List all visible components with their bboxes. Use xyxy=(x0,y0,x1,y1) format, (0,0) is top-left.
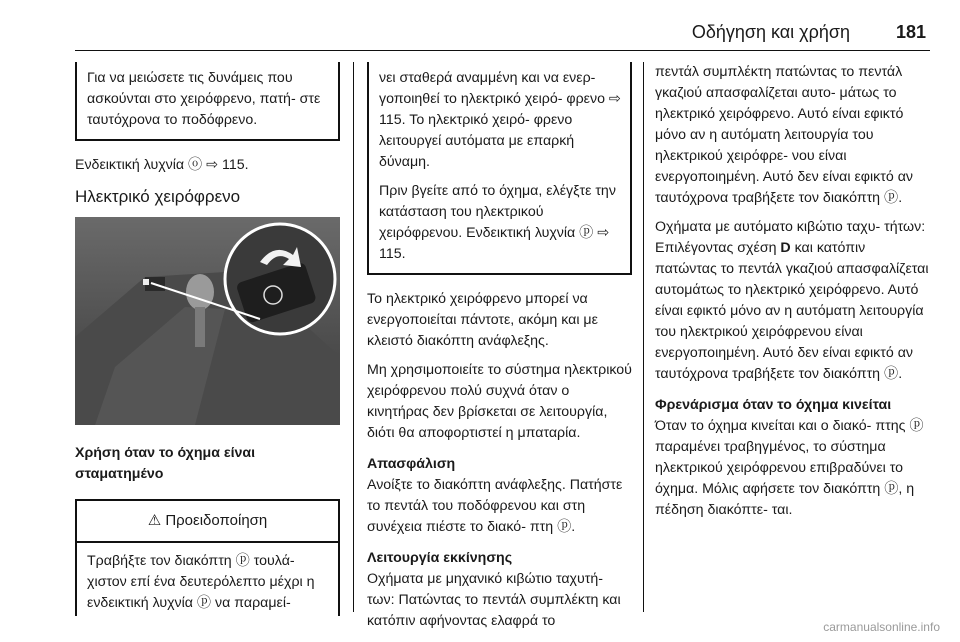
paragraph-battery: Μη χρησιμοποιείτε το σύστημα ηλεκτρικού χειρόφρενου πολύ συχνά όταν ο κινητήρας δεν βρίσκεται σε λειτουργία, διότι θα αποφορτιστεί η μπαταρία. xyxy=(367,362,632,441)
page-number: 181 xyxy=(895,22,926,42)
column-2 xyxy=(367,62,632,632)
warning-box-continued xyxy=(367,62,632,275)
heading-braking-moving: Φρενάρισμα όταν το όχημα κινείται xyxy=(655,397,892,413)
warning-text: Τραβήξτε τον διακόπτη ⓟ τουλά- χιστον επί ένα δευτερόλεπτο μέχρι η ενδεικτική λυχνία ⓟ να παραμεί- xyxy=(87,553,315,611)
release-text: Ανοίξτε το διακόπτη ανάφλεξης. Πατήστε το πεντάλ του ποδόφρενου και στη συνέχεια πιέστε το διακό- πτη ⓟ. xyxy=(367,477,623,535)
braking-text: Όταν το όχημα κινείται και ο διακό- πτης ⓟ παραμένει τραβηγμένος, το σύστημα ηλεκτρικού χειρόφρενου επιβραδύνει το όχημα. Μόλις αφήσετε τον διακόπτη ⓟ, η πέδηση διακόπτε- ται. xyxy=(655,418,924,518)
warning-header xyxy=(75,499,340,543)
paragraph-automatic xyxy=(655,217,930,385)
subsection-heading: Χρήση όταν το όχημα είναι σταματημένο xyxy=(75,445,256,482)
note-box-continued xyxy=(75,62,340,141)
column-3 xyxy=(655,62,930,521)
warning-continued-text: νει σταθερά αναμμένη και να ενερ- γοποιηθεί το ηλεκτρικό χειρό- φρενο ⇨ 115. Το ηλεκτρικό χειρό- φρενο λειτουργεί αυτόματα με επαρκή δύναμη. xyxy=(379,70,621,170)
warning-box xyxy=(75,543,340,616)
note-text: Για να μειώσετε τις δυνάμεις που ασκούνται στο χειρόφρενο, πατή- στε ταυτόχρονα το ποδόφρενο. xyxy=(87,70,321,128)
watermark: carmanualsonline.info xyxy=(823,620,940,634)
column-divider-2 xyxy=(643,62,644,612)
page-header xyxy=(0,0,960,52)
indicator-reference: Ενδεικτική λυχνία ⓞ ⇨ 115. xyxy=(75,157,249,173)
header-rule xyxy=(75,50,930,51)
start-function-text: Οχήματα με μηχανικό κιβώτιο ταχυτή- των: Πατώντας το πεντάλ συμπλέκτη και κατόπιν αφήνοντας ελαφρά το xyxy=(367,571,621,629)
automatic-text-a: Οχήματα με αυτόματο κιβώτιο ταχυ- τήτων: Επιλέγοντας σχέση xyxy=(655,219,926,256)
warning-check-text: Πριν βγείτε από το όχημα, ελέγξτε την κατάσταση του ηλεκτρικού χειρόφρενου. Ενδεικτική λυχνία ⓟ ⇨ 115. xyxy=(379,183,616,262)
warning-title: ⚠ Προειδοποίηση xyxy=(147,512,268,529)
column-divider-1 xyxy=(353,62,354,612)
column-1 xyxy=(75,62,340,616)
gear-d: D xyxy=(780,240,791,256)
automatic-text-b: και κατόπιν πατώντας το πεντάλ γκαζιού απασφαλίζεται αυτομάτως το ηλεκτρικό χειρόφρενο. Αυτό είναι εφικτό μόνο αν η αυτόματη λειτουργία του ηλεκτρικού χειρόφρενου είναι ενεργοποιημένη. Αυτό δεν είναι εφικτό αν ταυτόχρονα τραβήξετε τον διακόπτη ⓟ. xyxy=(655,240,929,382)
paragraph-clutch-release: πεντάλ συμπλέκτη πατώντας το πεντάλ γκαζιού απασφαλίζεται αυτο- μάτως το ηλεκτρικό χειρόφρενο. Αυτό είναι εφικτό μόνο αν η αυτόματη λειτουργία του ηλεκτρικού χειρόφρε- νου είναι ενεργοποιημένη. Αυτό δεν είναι εφικτό αν ταυτόχρονα τραβήξετε τον διακόπτη ⓟ. xyxy=(655,64,913,206)
parking-brake-photo xyxy=(75,217,340,425)
section-heading: Ηλεκτρικό χειρόφρενο xyxy=(75,187,241,206)
console-illustration xyxy=(75,217,340,425)
running-title: Οδήγηση και χρήση xyxy=(691,22,850,42)
heading-start-function: Λειτουργία εκκίνησης xyxy=(367,550,513,566)
paragraph-activation: Το ηλεκτρικό χειρόφρενο μπορεί να ενεργοποιείται πάντοτε, ακόμη και με κλειστό διακόπτη ανάφλεξης. xyxy=(367,291,598,349)
heading-release: Απασφάλιση xyxy=(367,456,456,472)
